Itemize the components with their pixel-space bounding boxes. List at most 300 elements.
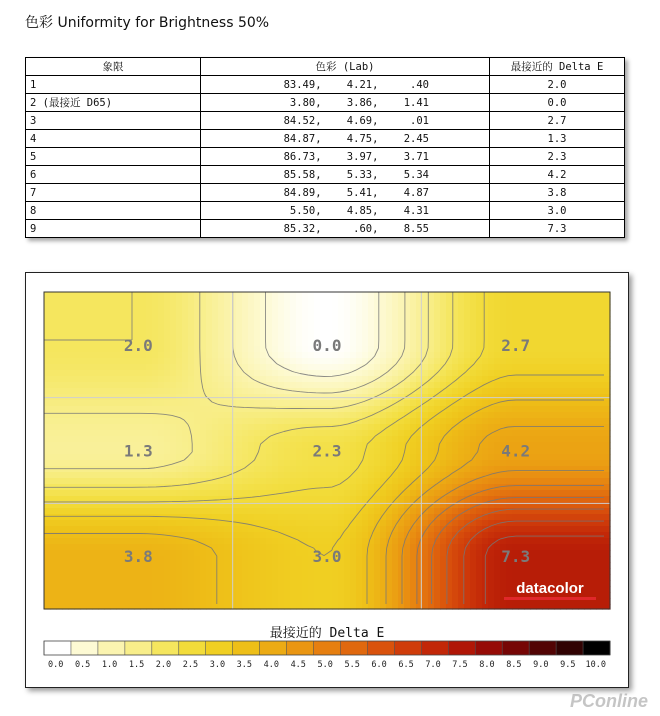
heatmap-cell [80,526,87,533]
heatmap-cell [44,310,51,317]
heatmap-cell [206,388,213,395]
heatmap-cell [176,478,183,485]
heatmap-cell [62,352,69,359]
heatmap-cell [242,292,249,299]
heatmap-cell [158,430,165,437]
heatmap-cell [68,574,75,581]
heatmap-cell [410,580,417,587]
heatmap-cell [446,406,453,413]
heatmap-cell [512,364,519,371]
heatmap-cell [104,436,111,443]
heatmap-cell [296,448,303,455]
heatmap-cell [530,526,537,533]
heatmap-cell [152,334,159,341]
heatmap-cell [602,388,609,395]
heatmap-cell [230,436,237,443]
heatmap-cell [440,292,447,299]
heatmap-cell [260,478,267,485]
heatmap-cell [452,388,459,395]
heatmap-cell [380,310,387,317]
heatmap-cell [344,412,351,419]
heatmap-cell [56,598,63,605]
heatmap-cell [602,490,609,497]
heatmap-cell [434,340,441,347]
heatmap-cell [560,544,567,551]
heatmap-cell [560,436,567,443]
heatmap-cell [386,376,393,383]
heatmap-cell [56,520,63,527]
heatmap-cell [368,364,375,371]
heatmap-cell [152,328,159,335]
heatmap-cell [200,454,207,461]
heatmap-cell [56,322,63,329]
heatmap-cell [578,316,585,323]
heatmap-cell [260,406,267,413]
heatmap-cell [302,430,309,437]
heatmap-cell [386,448,393,455]
heatmap-cell [146,460,153,467]
heatmap-cell [338,520,345,527]
heatmap-cell [176,442,183,449]
heatmap-cell [212,442,219,449]
heatmap-cell [464,388,471,395]
heatmap-cell [278,526,285,533]
heatmap-cell [566,304,573,311]
heatmap-cell [362,424,369,431]
heatmap-cell [554,454,561,461]
heatmap-cell [584,526,591,533]
heatmap-cell [482,520,489,527]
heatmap-cell [404,478,411,485]
heatmap-cell [536,382,543,389]
heatmap-cell [200,466,207,473]
heatmap-cell [356,292,363,299]
heatmap-cell [116,574,123,581]
heatmap-cell [338,496,345,503]
heatmap-cell [80,556,87,563]
heatmap-cell [272,322,279,329]
heatmap-cell [188,460,195,467]
heatmap-cell [596,412,603,419]
heatmap-cell [50,514,57,521]
heatmap-cell [260,574,267,581]
heatmap-cell [272,310,279,317]
heatmap-cell [200,556,207,563]
heatmap-cell [386,580,393,587]
heatmap-cell [182,316,189,323]
heatmap-cell [44,322,51,329]
heatmap-cell [266,592,273,599]
heatmap-cell [332,514,339,521]
heatmap-cell [176,520,183,527]
heatmap-cell [86,568,93,575]
heatmap-cell [512,376,519,383]
zone-cell: 5 [26,148,201,166]
heatmap-cell [350,430,357,437]
heatmap-cell [266,586,273,593]
heatmap-cell [206,358,213,365]
heatmap-cell [248,472,255,479]
heatmap-cell [254,574,261,581]
heatmap-cell [188,352,195,359]
table-row [26,166,625,184]
heatmap-cell [428,316,435,323]
heatmap-cell [536,370,543,377]
heatmap-cell [356,310,363,317]
heatmap-cell [368,568,375,575]
heatmap-cell [422,292,429,299]
heatmap-cell [176,382,183,389]
heatmap-cell [224,352,231,359]
heatmap-cell [62,316,69,323]
heatmap-cell [542,310,549,317]
heatmap-cell [410,430,417,437]
heatmap-cell [44,448,51,455]
heatmap-cell [470,418,477,425]
heatmap-cell [548,460,555,467]
heatmap-cell [350,580,357,587]
heatmap-cell [206,352,213,359]
heatmap-cell [506,496,513,503]
heatmap-cell [308,586,315,593]
heatmap-cell [308,484,315,491]
heatmap-cell [380,532,387,539]
heatmap-cell [596,364,603,371]
heatmap-cell [368,388,375,395]
heatmap-cell [548,340,555,347]
heatmap-cell [212,592,219,599]
heatmap-cell [158,544,165,551]
heatmap-cell [68,418,75,425]
heatmap-cell [374,508,381,515]
heatmap-cell [542,466,549,473]
heatmap-cell [596,430,603,437]
heatmap-cell [404,430,411,437]
heatmap-cell [392,580,399,587]
heatmap-cell [350,568,357,575]
heatmap-cell [536,526,543,533]
heatmap-cell [68,550,75,557]
heatmap-cell [74,310,81,317]
heatmap-cell [266,550,273,557]
heatmap-cell [350,304,357,311]
heatmap-cell [98,322,105,329]
heatmap-cell [248,574,255,581]
heatmap-cell [470,586,477,593]
heatmap-cell [380,424,387,431]
heatmap-cell [494,574,501,581]
heatmap-cell [356,412,363,419]
heatmap-cell [500,364,507,371]
heatmap-cell [422,442,429,449]
heatmap-cell [578,514,585,521]
heatmap-cell [482,376,489,383]
heatmap-cell [344,586,351,593]
heatmap-cell [194,496,201,503]
heatmap-cell [104,586,111,593]
heatmap-cell [344,544,351,551]
heatmap-cell [284,352,291,359]
heatmap-cell [56,364,63,371]
heatmap-cell [320,514,327,521]
heatmap-cell [152,298,159,305]
heatmap-cell [194,598,201,605]
heatmap-cell [224,574,231,581]
heatmap-cell [350,352,357,359]
heatmap-cell [368,460,375,467]
heatmap-cell [512,532,519,539]
heatmap-cell [266,466,273,473]
heatmap-cell [296,496,303,503]
heatmap-cell [452,406,459,413]
heatmap-cell [200,304,207,311]
heatmap-cell [272,418,279,425]
heatmap-cell [320,520,327,527]
heatmap-cell [110,388,117,395]
heatmap-cell [536,478,543,485]
heatmap-cell [50,388,57,395]
heatmap-cell [236,436,243,443]
heatmap-cell [404,580,411,587]
heatmap-cell [410,448,417,455]
heatmap-cell [194,382,201,389]
heatmap-cell [386,568,393,575]
heatmap-cell [350,424,357,431]
heatmap-cell [230,592,237,599]
heatmap-cell [596,292,603,299]
heatmap-cell [344,364,351,371]
heatmap-cell [584,328,591,335]
heatmap-cell [254,304,261,311]
heatmap-cell [434,298,441,305]
heatmap-cell [350,382,357,389]
heatmap-cell [488,298,495,305]
heatmap-cell [158,580,165,587]
heatmap-cell [122,292,129,299]
heatmap-cell [80,472,87,479]
heatmap-cell [122,538,129,545]
heatmap-cell [68,460,75,467]
heatmap-cell [194,448,201,455]
heatmap-cell [560,334,567,341]
heatmap-cell [578,292,585,299]
heatmap-cell [440,466,447,473]
heatmap-cell [584,568,591,575]
heatmap-cell [380,460,387,467]
heatmap-cell [290,484,297,491]
heatmap-cell [452,562,459,569]
heatmap-cell [62,562,69,569]
heatmap-cell [62,514,69,521]
heatmap-cell [452,574,459,581]
heatmap-cell [488,412,495,419]
heatmap-cell [380,544,387,551]
heatmap-cell [452,478,459,485]
heatmap-cell [368,574,375,581]
heatmap-cell [68,592,75,599]
heatmap-cell [272,568,279,575]
heatmap-cell [74,442,81,449]
heatmap-cell [236,484,243,491]
heatmap-cell [128,358,135,365]
heatmap-cell [44,418,51,425]
heatmap-cell [350,358,357,365]
heatmap-cell [140,526,147,533]
heatmap-cell [122,466,129,473]
heatmap-cell [242,490,249,497]
heatmap-cell [332,424,339,431]
heatmap-cell [518,310,525,317]
heatmap-cell [116,328,123,335]
heatmap-cell [470,448,477,455]
heatmap-cell [44,304,51,311]
heatmap-cell [314,364,321,371]
heatmap-cell [104,562,111,569]
heatmap-cell [458,322,465,329]
heatmap-cell [56,556,63,563]
heatmap-cell [176,556,183,563]
heatmap-cell [542,412,549,419]
heatmap-cell [140,490,147,497]
heatmap-cell [74,292,81,299]
heatmap-cell [422,388,429,395]
heatmap-cell [230,292,237,299]
heatmap-cell [92,436,99,443]
heatmap-cell [248,292,255,299]
heatmap-cell [386,526,393,533]
heatmap-cell [68,424,75,431]
heatmap-cell [560,340,567,347]
heatmap-cell [362,484,369,491]
heatmap-cell [398,418,405,425]
heatmap-cell [530,484,537,491]
heatmap-cell [236,478,243,485]
heatmap-cell [548,448,555,455]
heatmap-cell [56,592,63,599]
heatmap-cell [350,484,357,491]
heatmap-cell [584,430,591,437]
heatmap-cell [86,436,93,443]
heatmap-cell [338,568,345,575]
heatmap-cell [578,310,585,317]
heatmap-cell [278,322,285,329]
heatmap-cell [524,298,531,305]
heatmap-cell [344,520,351,527]
heatmap-cell [422,568,429,575]
heatmap-cell [194,526,201,533]
heatmap-cell [362,568,369,575]
heatmap-cell [242,352,249,359]
heatmap-cell [182,568,189,575]
heatmap-cell [224,412,231,419]
heatmap-cell [464,592,471,599]
heatmap-cell [488,382,495,389]
heatmap-cell [374,598,381,605]
heatmap-cell [488,370,495,377]
heatmap-cell [488,442,495,449]
heatmap-cell [356,298,363,305]
heatmap-cell [98,586,105,593]
heatmap-cell [332,430,339,437]
heatmap-cell [188,586,195,593]
heatmap-cell [278,400,285,407]
heatmap-cell [572,460,579,467]
heatmap-cell [164,376,171,383]
heatmap-cell [290,328,297,335]
heatmap-cell [194,550,201,557]
heatmap-cell [470,310,477,317]
heatmap-cell [206,496,213,503]
heatmap-cell [536,466,543,473]
heatmap-cell [290,454,297,461]
heatmap-cell [182,406,189,413]
heatmap-cell [386,358,393,365]
heatmap-cell [566,562,573,569]
heatmap-cell [98,352,105,359]
heatmap-cell [140,316,147,323]
heatmap-cell [548,346,555,353]
heatmap-cell [242,550,249,557]
heatmap-cell [398,556,405,563]
heatmap-cell [326,508,333,515]
heatmap-cell [386,436,393,443]
heatmap-cell [212,376,219,383]
heatmap-cell [272,532,279,539]
heatmap-cell [212,568,219,575]
heatmap-cell [368,556,375,563]
heatmap-cell [596,442,603,449]
heatmap-cell [266,322,273,329]
heatmap-cell [224,442,231,449]
heatmap-cell [398,370,405,377]
heatmap-cell [206,520,213,527]
heatmap-cell [68,382,75,389]
heatmap-cell [356,328,363,335]
heatmap-cell [302,592,309,599]
heatmap-cell [260,460,267,467]
heatmap-cell [500,478,507,485]
heatmap-cell [278,292,285,299]
heatmap-cell [236,322,243,329]
heatmap-cell [116,556,123,563]
heatmap-cell [428,388,435,395]
heatmap-cell [338,304,345,311]
heatmap-cell [536,538,543,545]
heatmap-cell [542,478,549,485]
heatmap-cell [272,292,279,299]
heatmap-cell [284,556,291,563]
heatmap-cell [350,454,357,461]
heatmap-cell [278,478,285,485]
heatmap-cell [56,388,63,395]
heatmap-cell [590,574,597,581]
heatmap-cell [320,526,327,533]
heatmap-cell [344,298,351,305]
heatmap-cell [50,424,57,431]
heatmap-cell [488,358,495,365]
heatmap-cell [302,418,309,425]
heatmap-cell [422,496,429,503]
heatmap-cell [296,364,303,371]
heatmap-cell [422,436,429,443]
heatmap-cell [452,556,459,563]
heatmap-cell [308,538,315,545]
heatmap-cell [380,382,387,389]
heatmap-cell [398,586,405,593]
heatmap-cell [374,556,381,563]
heatmap-cell [212,460,219,467]
heatmap-cell [404,466,411,473]
